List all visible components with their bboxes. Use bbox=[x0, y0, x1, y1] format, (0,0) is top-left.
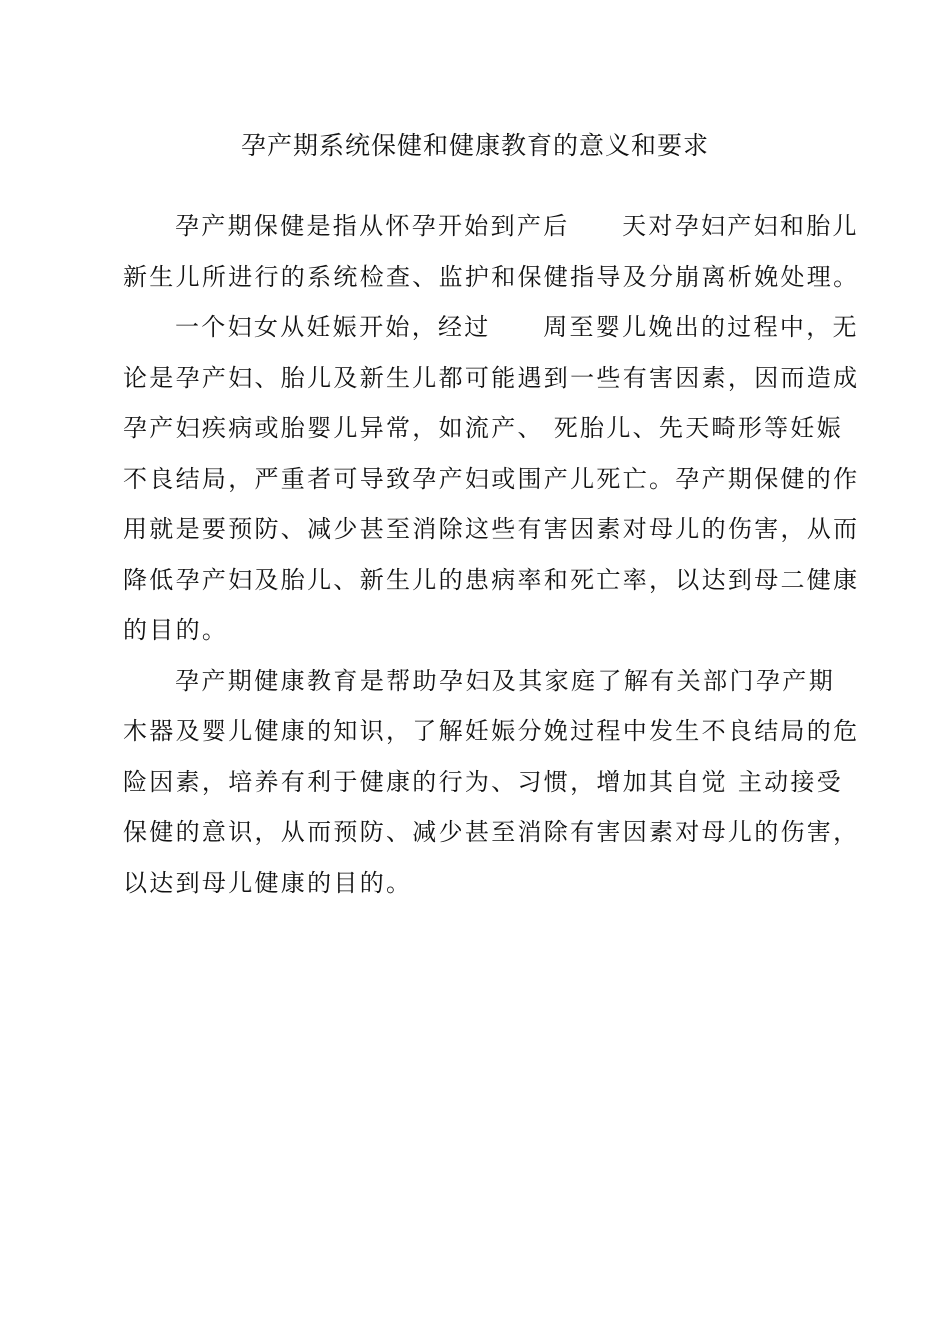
paragraph-line: 新生儿所进行的系统检查、监护和保健指导及分崩离析娩处理。 bbox=[123, 262, 860, 291]
paragraph-line: 险因素，培养有利于健康的行为、习惯，增加其自觉 主动接受 bbox=[123, 767, 844, 796]
paragraph-line: 孕产妇疾病或胎婴儿异常，如流产、 死胎儿、先天畸形等妊娠 bbox=[123, 414, 844, 442]
paragraph-line: 以达到母儿健康的目的。 bbox=[123, 868, 413, 897]
paragraph-line: 孕产期健康教育是帮助孕妇及其家庭了解有关部门孕产期 bbox=[175, 666, 835, 695]
paragraph-line: 的目的。 bbox=[123, 616, 229, 644]
paragraph-line: 降低孕产妇及胎儿、新生儿的患病率和死亡率，以达到母二健康 bbox=[123, 565, 860, 594]
paragraph-line: 不良结局，严重者可导致孕产妇或围产儿死亡。孕产期保健的作 bbox=[123, 464, 860, 493]
paragraph-line: 孕产期保健是指从怀孕开始到产后 天对孕妇产妇和胎儿 bbox=[175, 212, 859, 240]
paragraph-1 bbox=[123, 201, 860, 302]
paragraph-line: 用就是要预防、减少甚至消除这些有害因素对母儿的伤害，从而 bbox=[123, 515, 860, 543]
paragraph-3 bbox=[123, 656, 860, 909]
document-title: 孕产期系统保健和健康教育的意义和要求 bbox=[240, 131, 709, 160]
paragraph-line: 木器及婴儿健康的知识，了解妊娠分娩过程中发生不良结局的危 bbox=[123, 717, 860, 745]
paragraph-line: 保健的意识，从而预防、减少甚至消除有害因素对母儿的伤害， bbox=[123, 818, 860, 846]
paragraph-line: 一个妇女从妊娠开始，经过 周至婴儿娩出的过程中，无 bbox=[175, 313, 859, 341]
paragraph-line: 论是孕产妇、胎儿及新生儿都可能遇到一些有害因素，因而造成 bbox=[123, 363, 860, 392]
paragraph-2 bbox=[123, 302, 860, 656]
document-body bbox=[123, 201, 860, 908]
